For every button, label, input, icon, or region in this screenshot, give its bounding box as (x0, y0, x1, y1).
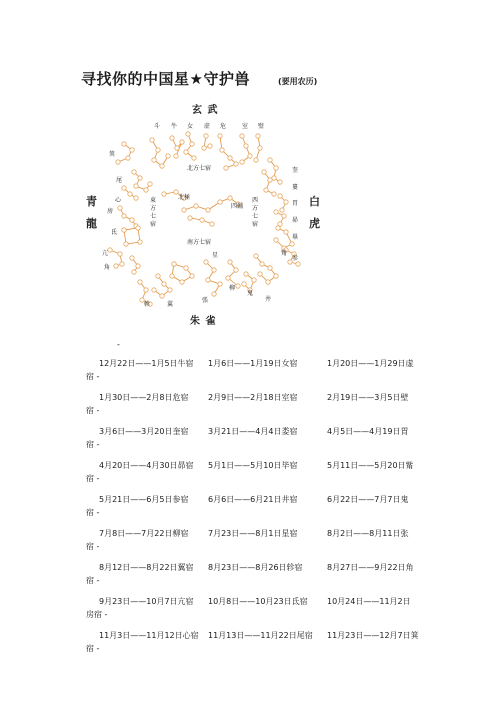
quadrant-east-2: 方 (150, 205, 157, 212)
star-dot (114, 264, 118, 268)
table-cell: 1月6日——1月19日女宿 (208, 359, 298, 368)
star-dot (116, 160, 120, 164)
star-dot (272, 192, 276, 196)
star-dot (130, 256, 134, 260)
star-dot (218, 200, 222, 204)
mansion-shen: 参 (292, 255, 299, 262)
table-cell: 4月20日——4月30日昴宿 (99, 461, 194, 470)
star-dot (118, 252, 122, 256)
star-dot (156, 274, 160, 278)
mansion-lou: 婁 (292, 184, 299, 191)
star-dot (278, 180, 282, 184)
star-dot (240, 134, 244, 138)
table-cell: 6月6日——6月21日井宿 (208, 495, 298, 504)
star-dot (258, 146, 262, 150)
star-dot (234, 268, 238, 272)
star-dot (268, 178, 272, 182)
star-dot (228, 156, 232, 160)
table-cell: 8月12日——8月22日翼宿 (99, 563, 194, 572)
mansion-zhen: 軫 (144, 301, 151, 308)
star-dot (240, 160, 244, 164)
mansion-ji: 箕 (109, 151, 116, 158)
center-pole: 北極 (178, 194, 191, 201)
constellation-line (154, 276, 170, 296)
star-dot (268, 158, 272, 162)
star-dot (258, 272, 262, 276)
star-dot (124, 242, 128, 246)
quadrant-west-1: 西 (252, 197, 259, 204)
table-row (86, 428, 422, 462)
star-dot (138, 280, 142, 284)
quadrant-east-3: 七 (150, 213, 157, 220)
center-four: 四輔 (231, 203, 244, 210)
star-dot (152, 288, 156, 292)
star-dot (172, 262, 176, 266)
mansion-zi: 觜 (281, 250, 288, 257)
guardian-west-1: 白 (309, 195, 320, 208)
star-dot (194, 204, 198, 208)
star-dot (206, 278, 210, 282)
mansion-jing: 井 (265, 296, 272, 303)
star-dot (162, 192, 166, 196)
star-dot (184, 266, 188, 270)
mansion-di: 氐 (111, 229, 118, 236)
quadrant-west-3: 七 (252, 213, 259, 220)
star-dot (188, 216, 192, 220)
star-dot (282, 214, 286, 218)
mansion-bi: 壁 (258, 123, 265, 130)
mansion-xing: 星 (212, 252, 219, 259)
star-dot (130, 148, 134, 152)
star-dot (126, 156, 130, 160)
table-cell: 3月21日——4月4日娄宿 (208, 427, 298, 436)
star-dot (296, 262, 300, 266)
star-dot (218, 134, 222, 138)
star-dot (136, 226, 140, 230)
mansion-gui: 鬼 (247, 290, 254, 297)
star-dot (186, 132, 190, 136)
mansion-yi: 翼 (167, 301, 174, 308)
table-cell: 12月22日——1月5日牛宿 (99, 359, 194, 368)
mansion-mao: 昴 (292, 217, 299, 224)
guardian-east-1: 青 (86, 195, 97, 208)
star-dot (264, 188, 268, 192)
star-dot (274, 166, 278, 170)
star-dot (170, 136, 174, 140)
mansion-bi-net: 畢 (292, 234, 299, 241)
table-cell: 8月2日——8月11日张 (327, 529, 409, 538)
page-title: 寻找你的中国星★守护兽 (81, 70, 250, 88)
star-dot (122, 186, 126, 190)
star-dot (132, 270, 136, 274)
star-dot (138, 176, 142, 180)
star-dot (136, 264, 140, 268)
star-dot (244, 144, 248, 148)
table-cell: 3月6日——3月20日奎宿 (99, 427, 189, 436)
table-row (86, 394, 422, 428)
star-dot (175, 146, 179, 150)
mansion-niu: 牛 (171, 123, 178, 130)
table-cell: 2月19日——3月5日壁 (327, 393, 409, 402)
star-dot (256, 134, 260, 138)
mansion-xin: 心 (115, 197, 122, 204)
table-cell: 1月30日——2月8日危宿 (99, 393, 189, 402)
star-dot (226, 276, 230, 280)
quadrant-west-4: 宿 (252, 221, 259, 228)
star-dot (260, 262, 264, 266)
table-cell: 4月5日——4月19日胃 (327, 427, 409, 436)
guardian-east-2: 龍 (86, 217, 97, 230)
star-dot (268, 266, 272, 270)
table-row (86, 496, 422, 530)
table-cell-wrap: 宿 - (86, 644, 100, 653)
star-dot (234, 162, 238, 166)
star-dot (274, 210, 278, 214)
star-dot (170, 274, 174, 278)
table-cell: 5月21日——6月5日参宿 (99, 495, 189, 504)
star-dot (180, 280, 184, 284)
table-cell-wrap: 房宿 - (86, 610, 108, 619)
table-cell-wrap: 宿 - (86, 440, 100, 449)
mansion-xu: 虚 (204, 123, 211, 130)
table-cell: 7月8日——7月22日柳宿 (99, 529, 189, 538)
star-dot (122, 142, 126, 146)
mansion-liu: 柳 (229, 285, 236, 292)
constellation-line (172, 264, 192, 282)
star-dot (182, 208, 186, 212)
mansion-fang: 房 (107, 208, 114, 215)
star-dot (122, 228, 126, 232)
mansion-nv: 女 (187, 123, 194, 130)
star-dot (262, 170, 266, 174)
star-dot (284, 200, 288, 204)
star-dot (148, 182, 152, 186)
mansion-kui: 奎 (292, 167, 299, 174)
table-cell-wrap: 宿 - (86, 542, 100, 551)
star-dot (192, 156, 196, 160)
table-cell: 9月23日——10月7日亢宿 (99, 597, 194, 606)
table-cell: 11月3日——11月12日心宿 (99, 631, 199, 640)
star-dot (134, 184, 138, 188)
table-row (86, 598, 422, 632)
star-dot (190, 142, 194, 146)
star-dot (236, 284, 240, 288)
star-dot (174, 154, 178, 158)
guardian-north: 玄 武 (192, 105, 219, 116)
star-dot (144, 288, 148, 292)
table-cell: 11月13日——11月22日尾宿 (208, 631, 313, 640)
mansion-kang: 亢 (102, 250, 109, 257)
star-dot (254, 158, 258, 162)
star-dot (280, 208, 284, 212)
table-cell-wrap: 宿 - (86, 474, 100, 483)
mansion-wei-tail: 尾 (116, 177, 123, 184)
star-dot (134, 196, 138, 200)
star-dot (224, 166, 228, 170)
star-dot (166, 154, 170, 158)
star-dot (278, 194, 282, 198)
table-cell: 1月20日——1月29日虚 (327, 359, 414, 368)
quadrant-north: 北方七宿 (187, 165, 212, 172)
star-dot (120, 262, 124, 266)
mansion-wei: 危 (220, 123, 227, 130)
mansion-wei-stomach: 胃 (292, 200, 299, 207)
table-row (86, 632, 422, 666)
star-dot (228, 260, 232, 264)
table-cell: 8月23日——8月26日轸宿 (208, 563, 303, 572)
table-cell-wrap: 宿 - (86, 576, 100, 585)
star-dot (274, 238, 278, 242)
table-row (86, 462, 422, 496)
star-dot (208, 144, 212, 148)
star-dot (242, 282, 246, 286)
star-dot (252, 278, 256, 282)
mansion-dou: 斗 (154, 123, 161, 130)
table-cell: 10月24日——11月2日 (327, 597, 411, 606)
stars (108, 132, 300, 306)
mansion-zhang: 張 (202, 297, 209, 304)
star-dot (190, 274, 194, 278)
table-cell: 8月27日——9月22日角 (327, 563, 414, 572)
table-cell: 2月9日——2月18日室宿 (208, 393, 298, 402)
star-dot (266, 280, 270, 284)
star-dot (284, 230, 288, 234)
star-dot (218, 282, 222, 286)
star-dot (244, 272, 248, 276)
star-dot (206, 208, 210, 212)
star-dot (128, 192, 132, 196)
star-map (80, 98, 330, 330)
star-dot (254, 254, 258, 258)
mansion-jiao: 角 (104, 264, 111, 271)
star-dot (108, 248, 112, 252)
star-dot (210, 222, 214, 226)
table-cell: 10月8日——10月23日氐宿 (208, 597, 308, 606)
table-cell: 5月11日——5月20日觜 (327, 461, 414, 470)
mansion-shi: 室 (242, 123, 249, 130)
star-dot (118, 206, 122, 210)
lunar-note: (要用农历) (278, 77, 318, 86)
quadrant-east-1: 東 (150, 197, 157, 204)
table-row (86, 564, 422, 598)
guardian-south: 朱 雀 (190, 316, 217, 327)
quadrant-south: 南方七宿 (187, 239, 212, 246)
star-dot (122, 214, 126, 218)
table-cell: 7月23日——8月1日星宿 (208, 529, 298, 538)
star-dot (274, 274, 278, 278)
star-dot (152, 158, 156, 162)
quadrant-west-2: 方 (252, 205, 259, 212)
star-dot (132, 170, 136, 174)
table-cell: 11月23日——12月7日箕 (327, 631, 419, 640)
constellation-line (256, 256, 276, 282)
guardian-west-2: 虎 (309, 217, 320, 230)
table-cell-wrap: 宿 - (86, 406, 100, 415)
table-row (86, 530, 422, 564)
star-dot (220, 148, 224, 152)
star-dot (156, 148, 160, 152)
table-cell: 6月22日——7月7日鬼 (327, 495, 409, 504)
star-dot (202, 146, 206, 150)
star-dot (130, 218, 134, 222)
mansion-date-table (86, 360, 422, 666)
star-dot (248, 154, 252, 158)
star-dot (276, 226, 280, 230)
star-dot (162, 282, 166, 286)
star-dot (228, 196, 232, 200)
quadrant-east-4: 宿 (150, 221, 157, 228)
star-dot (212, 268, 216, 272)
star-dot (138, 240, 142, 244)
star-dot (150, 138, 154, 142)
star-dot (204, 134, 208, 138)
star-dot (290, 242, 294, 246)
separator-dash: - (117, 340, 120, 349)
table-cell: 5月1日——5月10日毕宿 (208, 461, 298, 470)
table-cell-wrap: 宿 - (86, 372, 100, 381)
constellation-line (228, 262, 238, 286)
table-cell-wrap: 宿 - (86, 508, 100, 517)
star-dot (184, 150, 188, 154)
star-dot (200, 218, 204, 222)
star-dot (160, 164, 164, 168)
star-dot (168, 288, 172, 292)
star-dot (180, 140, 184, 144)
star-dot (160, 294, 164, 298)
table-row (86, 360, 422, 394)
star-dot (144, 188, 148, 192)
star-dot (204, 260, 208, 264)
star-dot (212, 292, 216, 296)
